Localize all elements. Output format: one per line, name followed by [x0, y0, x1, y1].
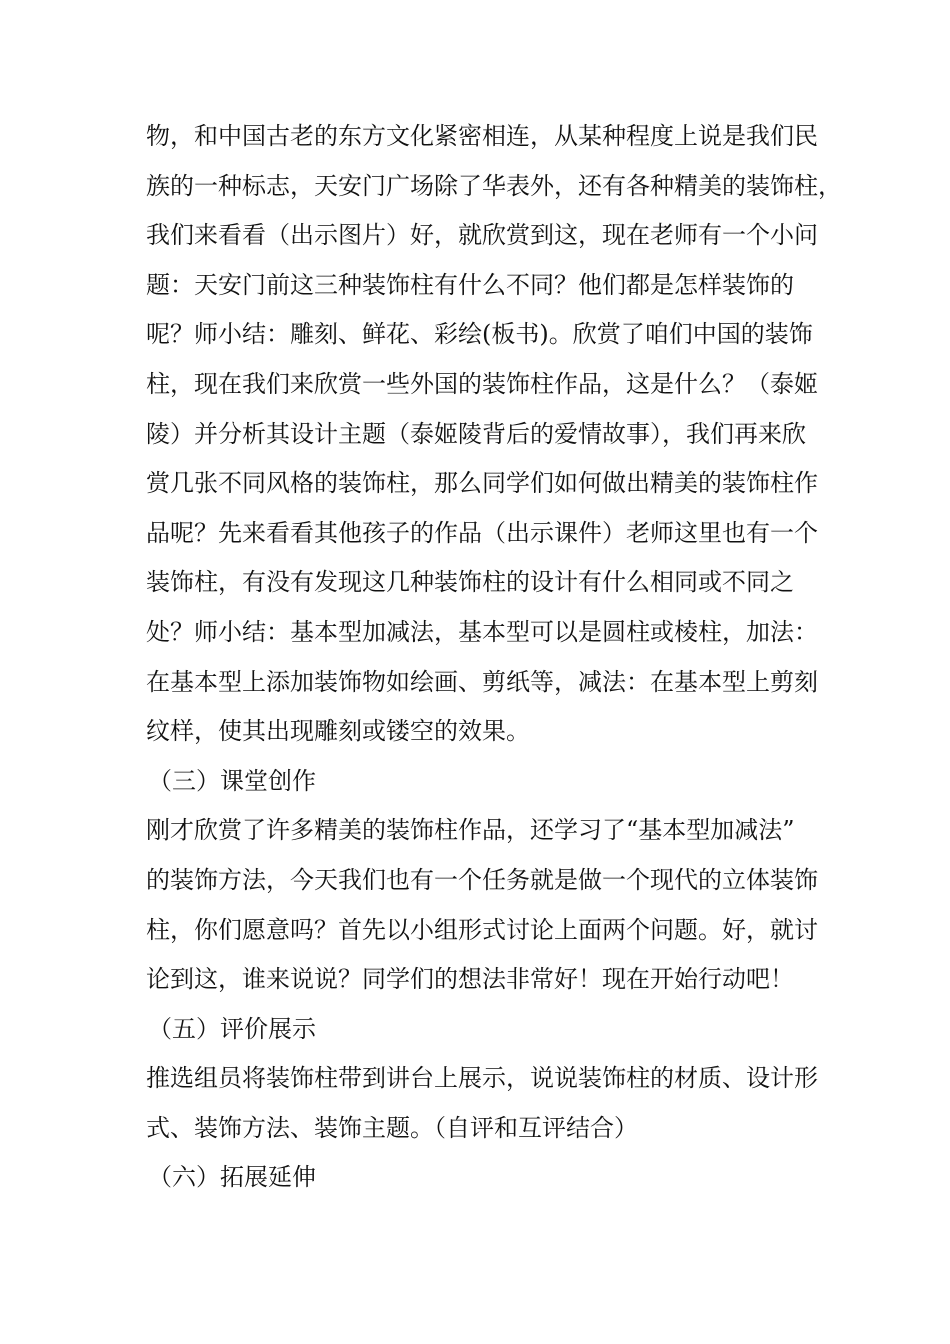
text-line: 陵）并分析其设计主题（泰姬陵背后的爱情故事），我们再来欣: [146, 419, 806, 448]
text-line: 柱，你们愿意吗？首先以小组形式讨论上面两个问题。好，就讨: [146, 915, 818, 944]
text-line: 族的一种标志，天安门广场除了华表外，还有各种精美的装饰柱，: [146, 171, 842, 200]
text-line: 纹样，使其出现雕刻或镂空的效果。: [146, 717, 530, 746]
text-line: 我们来看看（出示图片）好，就欣赏到这，现在老师有一个小问: [146, 221, 818, 250]
section-heading-evaluation-display: （五）评价展示: [148, 1014, 316, 1043]
text-line: 的装饰方法，今天我们也有一个任务就是做一个现代的立体装饰: [146, 865, 818, 894]
text-line: 推选组员将装饰柱带到讲台上展示，说说装饰柱的材质、设计形: [146, 1064, 818, 1093]
text-line: 呢？师小结：雕刻、鲜花、彩绘(板书)。欣赏了咱们中国的装饰: [146, 320, 813, 349]
section-heading-extension: （六）拓展延伸: [148, 1163, 316, 1192]
text-line: 赏几张不同风格的装饰柱，那么同学们如何做出精美的装饰柱作: [146, 469, 818, 498]
text-line: 处？师小结：基本型加减法，基本型可以是圆柱或棱柱，加法：: [146, 617, 818, 646]
text-line: 柱，现在我们来欣赏一些外国的装饰柱作品，这是什么？（泰姬: [146, 369, 818, 398]
text-line: 品呢？先来看看其他孩子的作品（出示课件）老师这里也有一个: [146, 518, 818, 547]
section-heading-classroom-creation: （三）课堂创作: [148, 766, 316, 795]
text-line: 物，和中国古老的东方文化紧密相连，从某种程度上说是我们民: [146, 122, 818, 150]
text-line: 题：天安门前这三种装饰柱有什么不同？他们都是怎样装饰的: [146, 270, 794, 299]
text-line: 刚才欣赏了许多精美的装饰柱作品，还学习了“基本型加减法”: [146, 816, 795, 845]
text-line: 装饰柱，有没有发现这几种装饰柱的设计有什么相同或不同之: [146, 568, 794, 597]
text-line: 论到这，谁来说说？同学们的想法非常好！现在开始行动吧！: [146, 965, 794, 994]
text-line: 在基本型上添加装饰物如绘画、剪纸等，减法：在基本型上剪刻: [146, 667, 818, 696]
body-text: [146, 112, 842, 1203]
text-line: 式、装饰方法、装饰主题。（自评和互评结合）: [146, 1113, 638, 1142]
